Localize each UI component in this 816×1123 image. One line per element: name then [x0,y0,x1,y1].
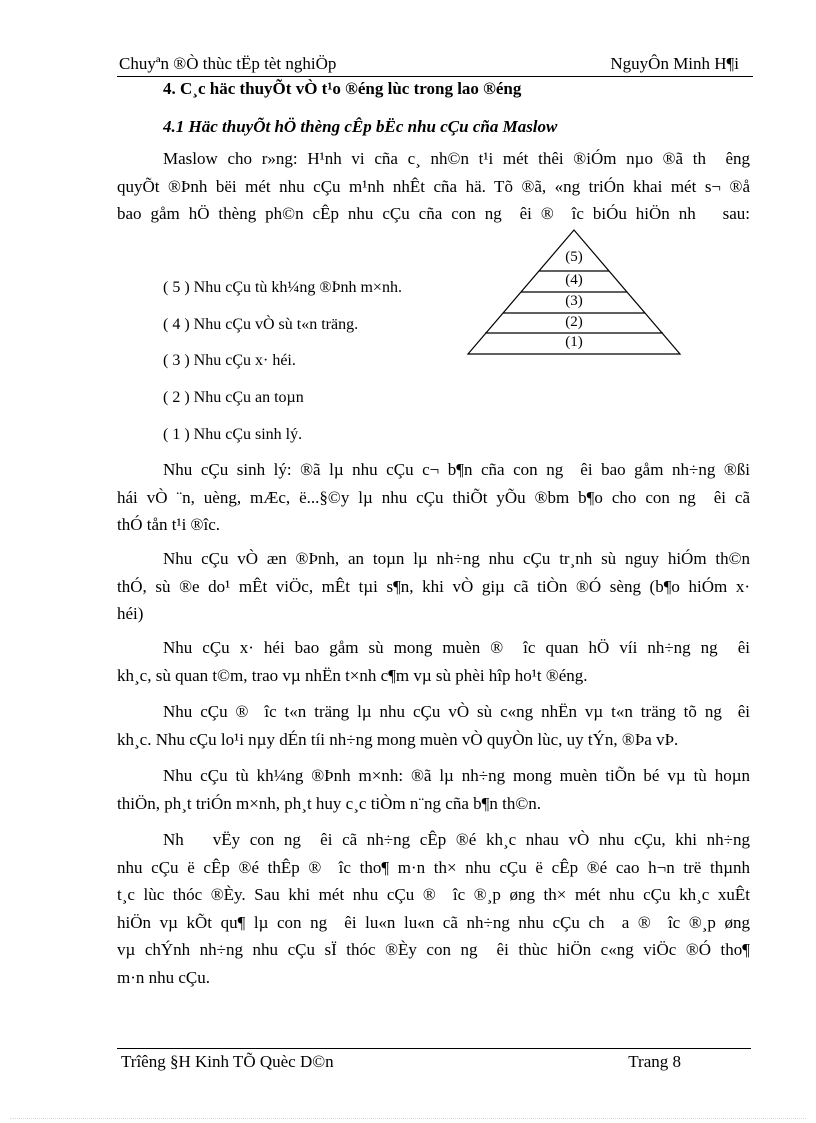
text-line: m·n nhu cÇu. [117,967,211,987]
paragraph-self-actualization [117,762,750,817]
text-line: thiÖn, ph¸t triÓn m×nh, ph¸t huy c¸c tiÒm n¨ng cña b¶n th©n. [117,793,541,813]
paragraph-physiological [117,456,750,539]
pyramid-label: (2) [565,314,583,330]
footer-school: Trîêng §H Kinh TÕ Quèc D©n [121,1052,334,1071]
intro-paragraph [117,145,750,228]
list-item: ( 4 ) Nhu cÇu vÒ sù t«n träng. [163,315,359,333]
header-author: NguyÔn Minh H¶i [610,54,739,73]
maslow-pyramid [466,228,682,356]
pyramid-label: (4) [565,272,583,288]
text-line: hiÖn vµ kÕt qu¶ lµ con ng êi lu«n lu«n cã nh÷ng nhu cÇu ch a ® îc ®¸p øng [117,912,750,932]
pyramid-label: (5) [565,249,583,265]
text-line: Nhu cÇu sinh lý: ®ã lµ nhu cÇu c¬ b¶n cña con ng êi bao gåm nh÷ng ®ßi [163,460,750,479]
page-edge-dots [10,1118,806,1119]
text-line: kh¸c, sù quan t©m, trao vµ nhËn t×nh c¶m vµ sù phèi hîp ho¹t ®éng. [117,665,588,685]
list-item: ( 1 ) Nhu cÇu sinh lý. [163,425,303,443]
text-line: Nh vËy con ng êi cã nh÷ng cÊp ®é kh¸c nhau vÒ nhu cÇu, khi nh÷ng [163,830,750,849]
text-line: kh¸c. Nhu cÇu lo¹i nµy dÉn tíi nh÷ng mong muèn vÒ quyÒn lùc, uy tÝn, ®Þa vÞ. [117,729,679,749]
footer-rule [117,1048,751,1049]
text-line: thÓ, sù ®e do¹ mÊt viÖc, mÊt tµi s¶n, khi vÒ giµ cã tiÒn ®Ó sèng (b¶o hiÓm x· [117,576,750,596]
text-line: Nhu cÇu ® îc t«n träng lµ nhu cÇu vÒ sù c«ng nhËn vµ t«n träng tõ ng êi [163,702,750,721]
paragraph-esteem [117,698,750,753]
text-line: hái vÒ ¨n, uèng, mÆc, ë...§©y lµ nhu cÇu thiÕt yÕu ®bm b¶o cho con ng êi cã [117,487,750,507]
text-line: Maslow cho r»ng: H¹nh vi cña c¸ nh©n t¹i mét thêi ®iÓm nµo ®ã th êng [163,149,750,168]
text-line: thÓ tån t¹i ®îc. [117,515,220,534]
text-line: t¸c lùc thóc ®Èy. Sau khi mét nhu cÇu ® îc ®¸p øng th× mét nhu cÇu kh¸c xuÊt [117,885,750,904]
paragraph-conclusion [117,826,750,991]
text-line: quyÕt ®Þnh bëi mét nhu cÇu m¹nh nhÊt cña hä. Tõ ®ã, «ng triÓn khai mét s¬ ®å [117,176,750,196]
list-item: ( 2 ) Nhu cÇu an toµn [163,389,304,407]
header-title: Chuyªn ®Ò thùc tËp tèt nghiÖp [119,54,337,73]
text-line: Nhu cÇu tù kh¼ng ®Þnh m×nh: ®ã lµ nh÷ng mong muèn tiÕn bé vµ tù hoµn [163,766,750,785]
section-heading: 4. C¸c häc thuyÕt vÒ t¹o ®éng lùc trong lao ®éng [163,79,522,98]
pyramid-label: (3) [565,293,583,309]
paragraph-safety [117,545,750,628]
text-line: nhu cÇu ë cÊp ®é thÊp ® îc tho¶ m·n th× nhu cÇu ë cÊp ®é cao h¬n trë thµnh [117,857,750,877]
page-number: Trang 8 [628,1052,681,1071]
needs-list [163,278,402,461]
header-rule [117,76,753,77]
pyramid-label: (1) [565,334,583,350]
subsection-heading: 4.1 Häc thuyÕt hÖ thèng cÊp bËc nhu cÇu cña Maslow [163,117,558,136]
text-line: Nhu cÇu vÒ æn ®Þnh, an toµn lµ nh÷ng nhu cÇu tr¸nh sù nguy hiÓm th©n [163,549,750,568]
list-item: ( 3 ) Nhu cÇu x· héi. [163,352,296,370]
text-line: vµ chÝnh nh÷ng nhu cÇu sÏ thóc ®Èy con ng êi thùc hiÖn c«ng viÖc ®Ó tho¶ [117,940,750,959]
list-item: ( 5 ) Nhu cÇu tù kh¼ng ®Þnh m×nh. [163,279,402,296]
paragraph-social [117,634,750,689]
page-header [117,52,753,76]
text-line: bao gåm hÖ thèng ph©n cÊp nhu cÇu cña con ng êi ® îc biÓu hiÖn nh sau: [117,204,750,223]
text-line: Nhu cÇu x· héi bao gåm sù mong muèn ® îc quan hÖ víi nh÷ng ng êi [163,638,750,657]
text-line: héi) [117,604,144,623]
